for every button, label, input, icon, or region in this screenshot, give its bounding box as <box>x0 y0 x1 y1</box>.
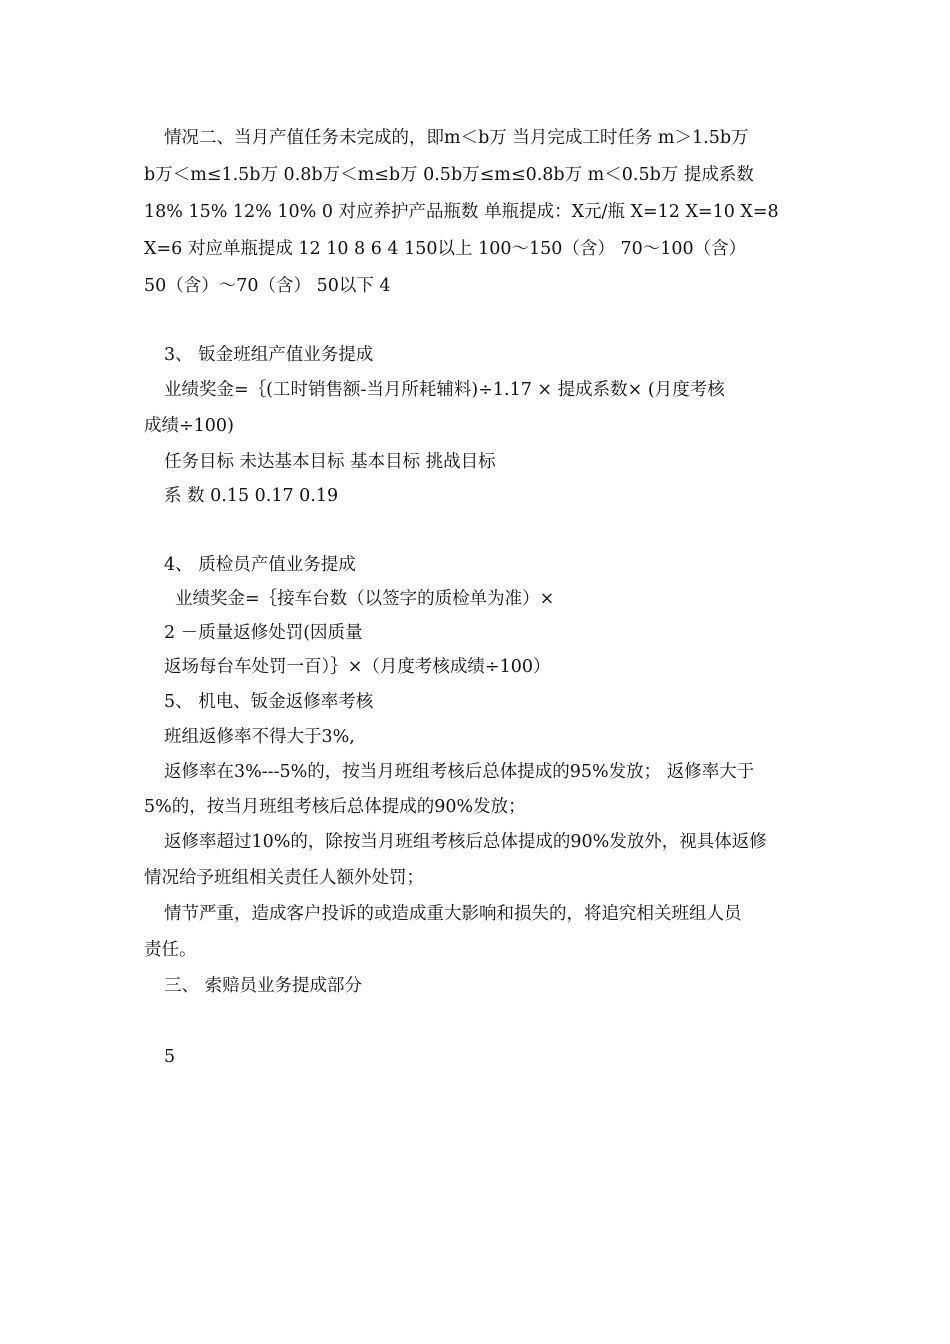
page-number: 5 <box>164 1047 176 1067</box>
section-heading: 三、 索赔员业务提成部分 <box>164 976 363 996</box>
section-heading: 5、 机电、钣金返修率考核 <box>164 692 374 712</box>
paragraph-line: 责任。 <box>144 940 197 960</box>
paragraph-line: 成绩÷100) <box>144 416 234 436</box>
paragraph-line: 业绩奖金=｛(工时销售额-当月所耗辅料)÷1.17 × 提成系数× (月度考核 <box>164 380 725 400</box>
paragraph-line: 情况二、当月产值任务未完成的，即m＜b万 当月完成工时任务 m＞1.5b万 <box>164 128 749 148</box>
paragraph-line: 返修率超过10%的，除按当月班组考核后总体提成的90%发放外，视具体返修 <box>164 832 767 852</box>
section-heading: 4、 质检员产值业务提成 <box>164 555 356 575</box>
paragraph-line: 18% 15% 12% 10% 0 对应养护产品瓶数 单瓶提成：X元/瓶 X=12 X=10 X=8 <box>144 202 779 222</box>
paragraph-line: 2 －质量返修处罚(因质量 <box>164 623 363 643</box>
paragraph-line: 班组返修率不得大于3%, <box>164 727 355 747</box>
paragraph-line: b万＜m≤1.5b万 0.8b万＜m≤b万 0.5b万≤m≤0.8b万 m＜0.5b万 提成系数 <box>144 165 754 185</box>
paragraph-line: 系 数 0.15 0.17 0.19 <box>164 486 339 506</box>
paragraph-line: 返修率在3%---5%的，按当月班组考核后总体提成的95%发放； 返修率大于 <box>164 762 755 782</box>
paragraph-line: 5%的，按当月班组考核后总体提成的90%发放； <box>144 797 526 817</box>
paragraph-line: 50（含）～70（含） 50以下 4 <box>144 276 391 296</box>
paragraph-line: 情况给予班组相关责任人额外处罚； <box>144 868 424 888</box>
paragraph-line: 情节严重，造成客户投诉的或造成重大影响和损失的，将追究相关班组人员 <box>164 904 742 924</box>
paragraph-line: 业绩奖金=｛接车台数（以签字的质检单为准）× <box>175 589 555 609</box>
paragraph-line: 任务目标 未达基本目标 基本目标 挑战目标 <box>164 452 496 472</box>
section-heading: 3、 钣金班组产值业务提成 <box>164 345 374 365</box>
paragraph-line: X=6 对应单瓶提成 12 10 8 6 4 150以上 100～150（含） 70～100（含） <box>144 239 747 259</box>
paragraph-line: 返场每台车处罚一百）｝×（月度考核成绩÷100） <box>164 657 551 677</box>
